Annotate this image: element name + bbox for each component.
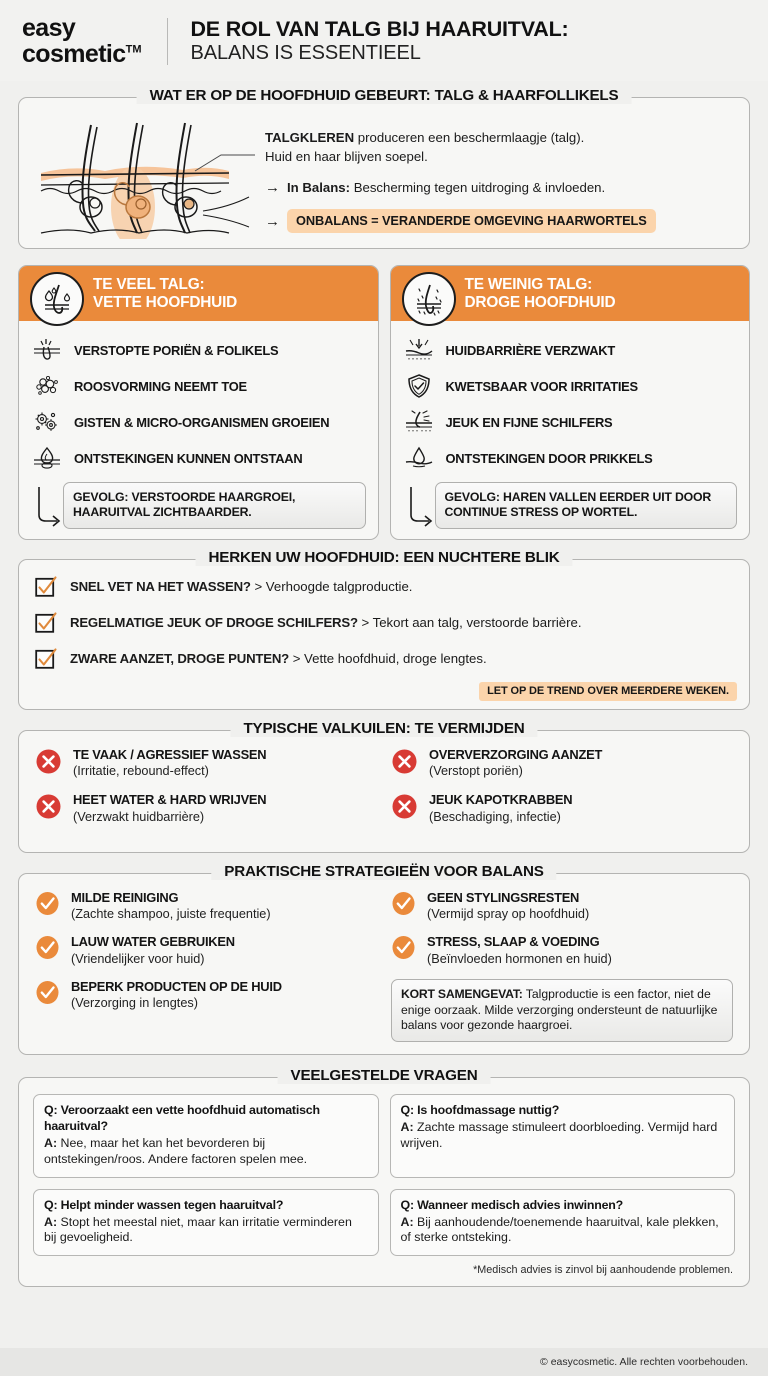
pitfall-title: TE VAAK / AGRESSIEF WASSEN [73,746,267,762]
check-circle-icon [35,891,60,916]
page-footer [0,1348,768,1376]
check-circle-icon [391,891,416,916]
shield-check-icon [403,373,435,399]
consequence-text: GEVOLG: HAREN VALLEN EERDER UIT DOOR CONTINUE STRESS OP WORTEL. [435,482,738,529]
strategies-left-column [35,890,377,1043]
checklist-item-label: SNEL VET NA HET WASSEN? > Verhoogde talgproductie. [70,579,413,595]
list-item [403,368,738,404]
too-much-sebum-list [19,321,378,476]
faq-answer: A: Zachte massage stimuleert doorbloeding. Vermijd hard wrijven. [400,1120,718,1150]
faq-item [390,1189,736,1257]
summary-text: Talgproductie is een factor, niet de enige oorzaak. Milde verzorging ondersteunt de natuurlijke balans voor gezonde haargroei. [401,986,718,1033]
consequence-text: GEVOLG: VERSTOORDE HAARGROEI, HAARUITVAL ZICHTBAARDER. [63,482,366,529]
list-item-label: JEUK EN FIJNE SCHILFERS [445,414,613,430]
trend-badge: LET OP DE TREND OVER MEERDERE WEKEN. [479,682,737,701]
arrow-right-icon: → [265,212,280,230]
arrow-right-icon: → [265,179,280,197]
logo-line-2: cosmetic™ [22,39,142,68]
strategy-title: STRESS, SLAAP & VOEDING [427,934,600,950]
list-item [403,440,738,476]
copyright-text: © easycosmetic. Alle rechten voorbehouden. [540,1356,748,1368]
page-title: DE ROL VAN TALG BIJ HAARUITVAL: [190,17,569,42]
checklist-item[interactable] [35,612,733,634]
too-little-title-line2: DROGE HOOFDHUID [464,293,616,311]
checklist-item-label: ZWARE AANZET, DROGE PUNTEN? > Vette hoofdhuid, droge lengtes. [70,651,487,667]
too-little-sebum-list [391,321,750,476]
oily-follicle-icon [30,272,84,326]
too-little-title-line1: TE WEINIG TALG: [464,275,593,293]
x-circle-icon [391,748,418,775]
faq-answer: A: Nee, maar het kan het bevorderen bij ontstekingen/roos. Andere factoren spelen mee. [44,1135,308,1166]
too-little-consequence [391,476,750,529]
section-faq [18,1067,750,1287]
brand-logo [22,16,167,67]
checkbox-checked-icon[interactable] [35,648,57,670]
onbalans-badge: ONBALANS = VERANDERDE OMGEVING HAARWORTELS [287,209,656,233]
pitfall-item [391,792,733,824]
strategy-title: LAUW WATER GEBRUIKEN [71,934,235,950]
pitfall-item [35,792,377,824]
arrow-down-right-icon [33,485,63,529]
strategy-subtitle: (Zachte shampoo, juiste frequentie) [71,907,271,922]
arrow-down-right-icon [405,485,435,529]
dry-follicle-icon [402,272,456,326]
strategy-subtitle: (Beïnvloeden hormonen en huid) [427,951,612,966]
strategy-item [35,934,377,966]
check-circle-icon [35,935,60,960]
section-recognise-title: HERKEN UW HOOFDHUID: EEN NUCHTERE BLIK [196,549,573,566]
list-item-label: ROOSVORMING NEEMT TOE [74,378,247,394]
pitfalls-left-column [35,747,377,838]
itch-flakes-icon [403,409,435,435]
section-faq-title: VEELGESTELDE VRAGEN [278,1067,491,1084]
list-item-label: ONTSTEKINGEN DOOR PRIKKELS [445,450,653,466]
clogged-pore-icon [31,337,63,363]
talgkleren-description: TALGKLEREN produceren een beschermlaagje (talg). [265,130,585,145]
talgkleren-label: TALGKLEREN [265,130,355,145]
pitfall-title: HEET WATER & HARD WRIJVEN [73,792,267,808]
pitfall-item [35,747,377,779]
list-item-label: GISTEN & MICRO-ORGANISMEN GROEIEN [74,414,330,430]
list-item [403,332,738,368]
x-circle-icon [35,793,62,820]
list-item-label: HUIDBARRIÈRE VERZWAKT [445,342,615,358]
pitfalls-right-column [377,747,733,838]
strategy-title: BEPERK PRODUCTEN OP DE HUID [71,978,282,994]
faq-question: Q: Veroorzaakt een vette hoofdhuid automatisch haaruitval? [44,1103,320,1134]
faq-question: Q: Wanneer medisch advies inwinnen? [400,1197,624,1212]
section-strategies [18,862,750,1056]
strategy-item [35,890,377,922]
section-recognise-scalp [18,548,750,710]
strategy-subtitle: (Vriendelijker voor huid) [71,951,205,966]
section-pitfalls [18,719,750,853]
strategy-title: MILDE REINIGING [71,889,179,905]
faq-answer: A: Stopt het meestal niet, maar kan irritatie verminderen bij gevoeligheid. [44,1214,352,1245]
faq-question: Q: Is hoofdmassage nuttig? [400,1103,560,1118]
section-scalp-overview [18,87,750,249]
list-item [403,404,738,440]
pitfall-title: OVERVERZORGING AANZET [429,746,603,762]
pitfall-subtitle: (Beschadiging, infectie) [429,809,561,824]
list-item [31,332,366,368]
in-balans-text: In Balans: Bescherming tegen uitdroging & invloeden. [287,180,606,196]
trademark-symbol: TM [125,43,142,56]
checklist-item[interactable] [35,648,733,670]
droplet-skin-icon [403,445,435,471]
pitfall-title: JEUK KAPOTKRABBEN [429,792,573,808]
trend-note-wrap [35,682,737,701]
list-item [31,404,366,440]
page-subtitle: BALANS IS ESSENTIEEL [190,42,421,65]
pitfall-subtitle: (Verzwakt huidbarrière) [73,809,205,824]
list-item-label: VERSTOPTE PORIËN & FOLIKELS [74,342,279,358]
checkbox-checked-icon[interactable] [35,576,57,598]
checklist-item[interactable] [35,576,733,598]
skin-barrier-icon [403,337,435,363]
summary-box [391,979,733,1043]
faq-item [33,1189,379,1257]
strategies-right-column [377,890,733,1043]
card-too-much-sebum [18,265,379,540]
x-circle-icon [35,748,62,775]
talgkleren-description-2: Huid en haar blijven soepel. [265,148,428,164]
strategy-item [35,979,377,1011]
section-scalp-title: WAT ER OP DE HOOFDHUID GEBEURT: TALG & HAARFOLLIKELS [137,87,632,104]
checklist-item-label: REGELMATIGE JEUK OF DROGE SCHILFERS? > Tekort aan talg, verstoorde barrière. [70,615,582,631]
pitfall-subtitle: (Verstopt poriën) [429,764,523,779]
list-item [31,440,366,476]
faq-item [33,1094,379,1178]
summary-label: KORT SAMENGEVAT: [401,986,523,1001]
faq-question: Q: Helpt minder wassen tegen haaruitval? [44,1197,284,1212]
dandruff-flakes-icon [31,373,63,399]
strategy-item [391,934,733,966]
in-balans-row [265,180,735,195]
faq-answer: A: Bij aanhoudende/toenemende haaruitval, kale plekken, of sterke ontsteking. [400,1214,719,1245]
pitfall-subtitle: (Irritatie, rebound-effect) [73,764,209,779]
logo-line-1: easy [22,14,76,42]
check-circle-icon [35,980,60,1005]
card-too-little-sebum [390,265,751,540]
list-item-label: KWETSBAAR VOOR IRRITATIES [445,378,638,394]
check-circle-icon [391,935,416,960]
page-header [0,0,768,81]
list-item [31,368,366,404]
header-titles [168,17,568,66]
section-comparison [18,265,750,540]
section-pitfalls-title: TYPISCHE VALKUILEN: TE VERMIJDEN [230,720,537,737]
inflammation-flame-icon [31,445,63,471]
faq-disclaimer: *Medisch advies is zinvol bij aanhoudende problemen. [473,1264,733,1277]
strategy-item [391,890,733,922]
strategy-subtitle: (Vermijd spray op hoofdhuid) [427,907,590,922]
strategy-title: GEEN STYLINGSRESTEN [427,889,580,905]
too-much-title-line1: TE VEEL TALG: [93,275,205,293]
onbalans-row [265,209,735,233]
section-strategies-title: PRAKTISCHE STRATEGIEËN VOOR BALANS [211,863,556,880]
x-circle-icon [391,793,418,820]
strategy-subtitle: (Verzorging in lengtes) [71,996,198,1011]
microbes-icon [31,409,63,435]
too-much-consequence [19,476,378,529]
list-item-label: ONTSTEKINGEN KUNNEN ONTSTAAN [74,450,303,466]
pitfall-item [391,747,733,779]
checkbox-checked-icon[interactable] [35,612,57,634]
scalp-cross-section-diagram [33,115,255,238]
too-much-title-line2: VETTE HOOFDHUID [93,293,238,311]
faq-item [390,1094,736,1178]
